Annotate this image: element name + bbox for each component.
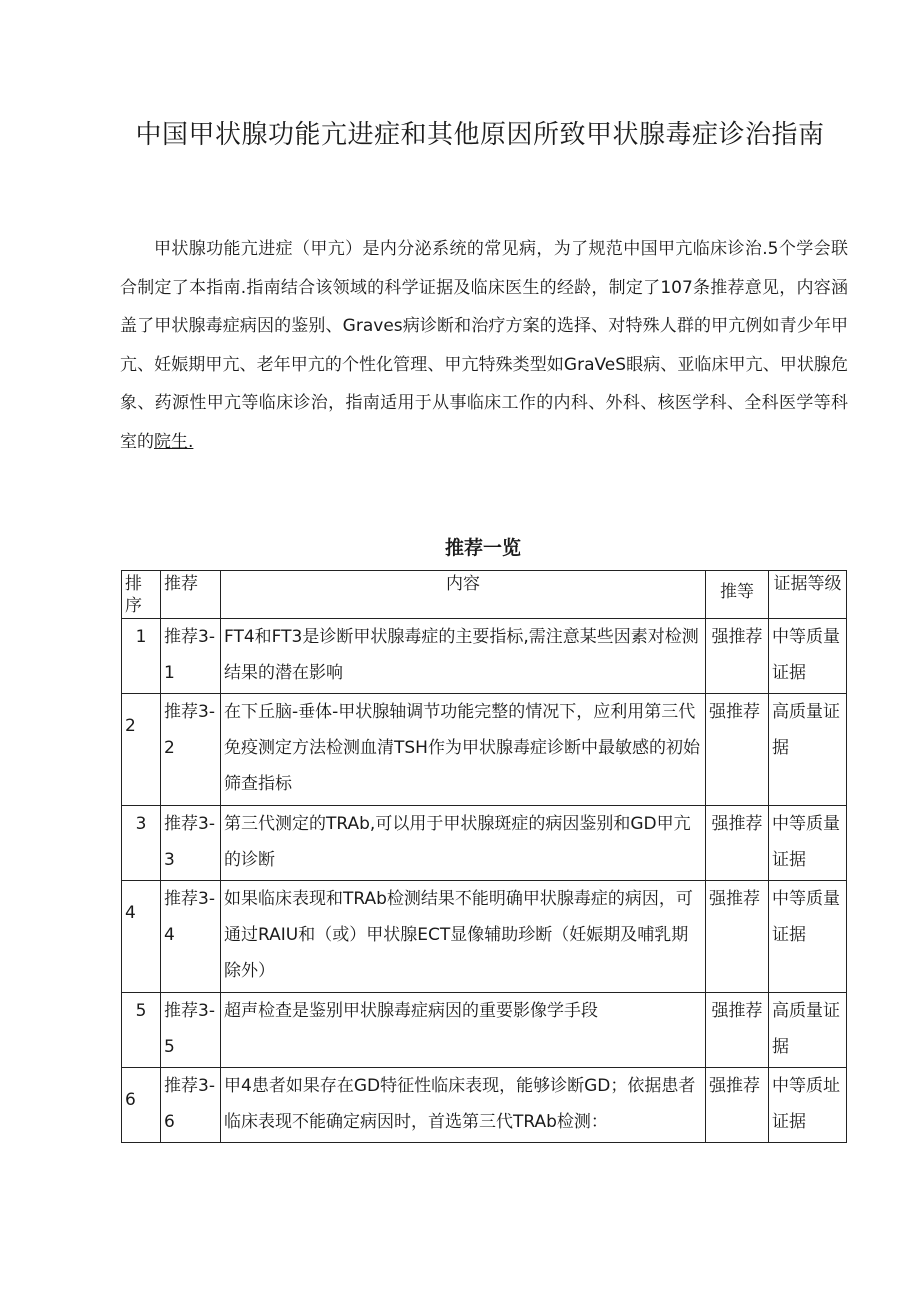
row-content: 甲4患者如果存在GD特征性临床表现，能够诊断GD；依据患者临床表现不能确定病因时，首选第三代TRAb检测： xyxy=(221,1068,706,1143)
row-content: FT4和FT3是诊断甲状腺毒症的主要指标,需注意某些因素对检测结果的潜在影响 xyxy=(221,619,706,694)
row-evidence: 中等质址证据 xyxy=(769,1068,847,1143)
row-num: 6 xyxy=(122,1068,161,1143)
row-evidence: 高质量证据 xyxy=(769,993,847,1068)
row-evidence: 中等质量证据 xyxy=(769,881,847,993)
header-content: 内容 xyxy=(221,571,706,619)
intro-paragraph xyxy=(120,230,848,461)
row-num: 3 xyxy=(122,806,161,881)
row-content: 第三代测定的TRAb,可以用于甲状腺斑症的病因鉴别和GD甲亢的诊断 xyxy=(221,806,706,881)
table-row xyxy=(122,806,847,881)
row-grade: 强推荐 xyxy=(706,1068,769,1143)
row-num: 4 xyxy=(122,881,161,993)
row-rec: 推荐3-1 xyxy=(161,619,221,694)
row-grade: 强推荐 xyxy=(706,694,769,806)
intro-text: 甲状腺功能亢进症（甲亢）是内分泌系统的常见病，为了规范中国甲亢临床诊治.5个学会联合制定了本指南.指南结合该领域的科学证据及临床医生的经龄，制定了107条推荐意见，内容涵盖了甲状腺毒症病因的鉴别、Graves病诊断和治疗方案的选择、对特殊人群的甲亢例如青少年甲亢、妊娠期甲亢、老年甲亢的个性化管理、甲亢特殊类型如GraVeS眼病、亚临床甲亢、甲状腺危象、药源性甲亢等临床诊治，指南适用于从事临床工作的内科、外科、核医学科、全科医学等科室的 xyxy=(120,239,848,452)
row-rec: 推荐3-6 xyxy=(161,1068,221,1143)
row-evidence: 中等质量证据 xyxy=(769,806,847,881)
row-grade: 强推荐 xyxy=(706,806,769,881)
row-rec: 推荐3-5 xyxy=(161,993,221,1068)
table-row xyxy=(122,694,847,806)
page-title: 中国甲状腺功能亢进症和其他原因所致甲状腺毒症诊治指南 xyxy=(135,120,825,150)
table-row xyxy=(122,993,847,1068)
row-num: 1 xyxy=(122,619,161,694)
header-order: 排序 xyxy=(122,571,161,619)
row-num: 5 xyxy=(122,993,161,1068)
intro-tail: 院生. xyxy=(154,431,194,452)
row-evidence: 中等质量证据 xyxy=(769,619,847,694)
row-grade: 强推荐 xyxy=(706,619,769,694)
row-evidence: 高质量证据 xyxy=(769,694,847,806)
row-rec: 推荐3-4 xyxy=(161,881,221,993)
row-rec: 推荐3-3 xyxy=(161,806,221,881)
table-row xyxy=(122,1068,847,1143)
row-rec: 推荐3-2 xyxy=(161,694,221,806)
row-content: 在下丘脑-垂体-甲状腺轴调节功能完整的情况下，应利用第三代免疫测定方法检测血清TSH作为甲状腺毒症诊断中最敏感的初始筛查指标 xyxy=(221,694,706,806)
row-content: 如果临床表现和TRAb检测结果不能明确甲状腺毒症的病因，可通过RAIU和（或）甲状腺ECT显像辅助珍断（妊娠期及哺乳期除外） xyxy=(221,881,706,993)
table-row xyxy=(122,881,847,993)
row-grade: 强推荐 xyxy=(706,881,769,993)
row-num: 2 xyxy=(122,694,161,806)
header-grade: 推等 xyxy=(706,571,769,619)
row-grade: 强推荐 xyxy=(706,993,769,1068)
header-evidence: 证据等级 xyxy=(769,571,847,619)
table-title: 推荐一览 xyxy=(444,537,521,559)
table-row xyxy=(122,619,847,694)
header-rec: 推荐 xyxy=(161,571,221,619)
row-content: 超声检查是鉴别甲状腺毒症病因的重要影像学手段 xyxy=(221,993,706,1068)
recommendation-table xyxy=(121,570,847,1143)
table-header-row xyxy=(122,571,847,619)
